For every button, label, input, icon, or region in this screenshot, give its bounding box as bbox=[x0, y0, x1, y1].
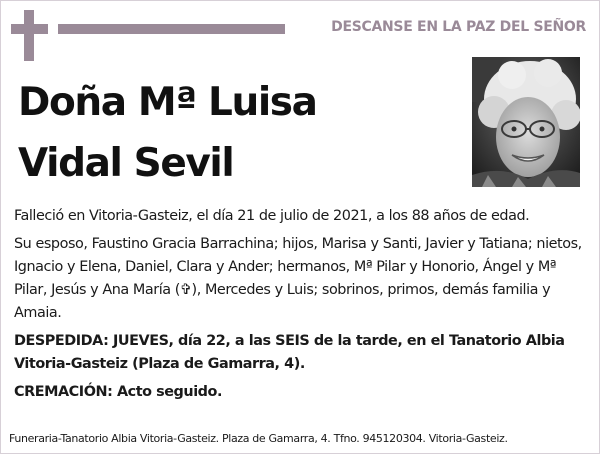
deceased-name-line1: Doña Mª Luisa bbox=[18, 80, 317, 125]
deceased-photo bbox=[472, 57, 580, 187]
cremation-notice: CREMACIÓN: Acto seguido. bbox=[14, 384, 222, 400]
decorative-rule bbox=[58, 24, 285, 34]
funeral-home-footer: Funeraria-Tanatorio Albia Vitoria-Gasteiz. Plaza de Gamarra, 4. Tfno. 945120304. Vitoria-Gasteiz. bbox=[9, 432, 508, 445]
family-list: Su esposo, Faustino Gracia Barrachina; hijos, Marisa y Santi, Javier y Tatiana; nietos, Ignacio y Elena, Daniel, Clara y Ander; hermanos, Mª Pilar y Honorio, Ángel y Mª Pilar, Jesús y Ana María (✞), Mercedes y Luis; sobrinos, primos, demás familia y Amaia. bbox=[14, 236, 582, 321]
death-notice: Falleció en Vitoria-Gasteiz, el día 21 de julio de 2021, a los 88 años de edad. bbox=[14, 208, 530, 224]
banner-title: DESCANSE EN LA PAZ DEL SEÑOR bbox=[331, 19, 586, 35]
deceased-name-line2: Vidal Sevil bbox=[18, 141, 234, 186]
obituary-body bbox=[14, 205, 588, 409]
farewell-notice: DESPEDIDA: JUEVES, día 22, a las SEIS de la tarde, en el Tanatorio Albia Vitoria-Gasteiz (Plaza de Gamarra, 4). bbox=[14, 333, 565, 372]
